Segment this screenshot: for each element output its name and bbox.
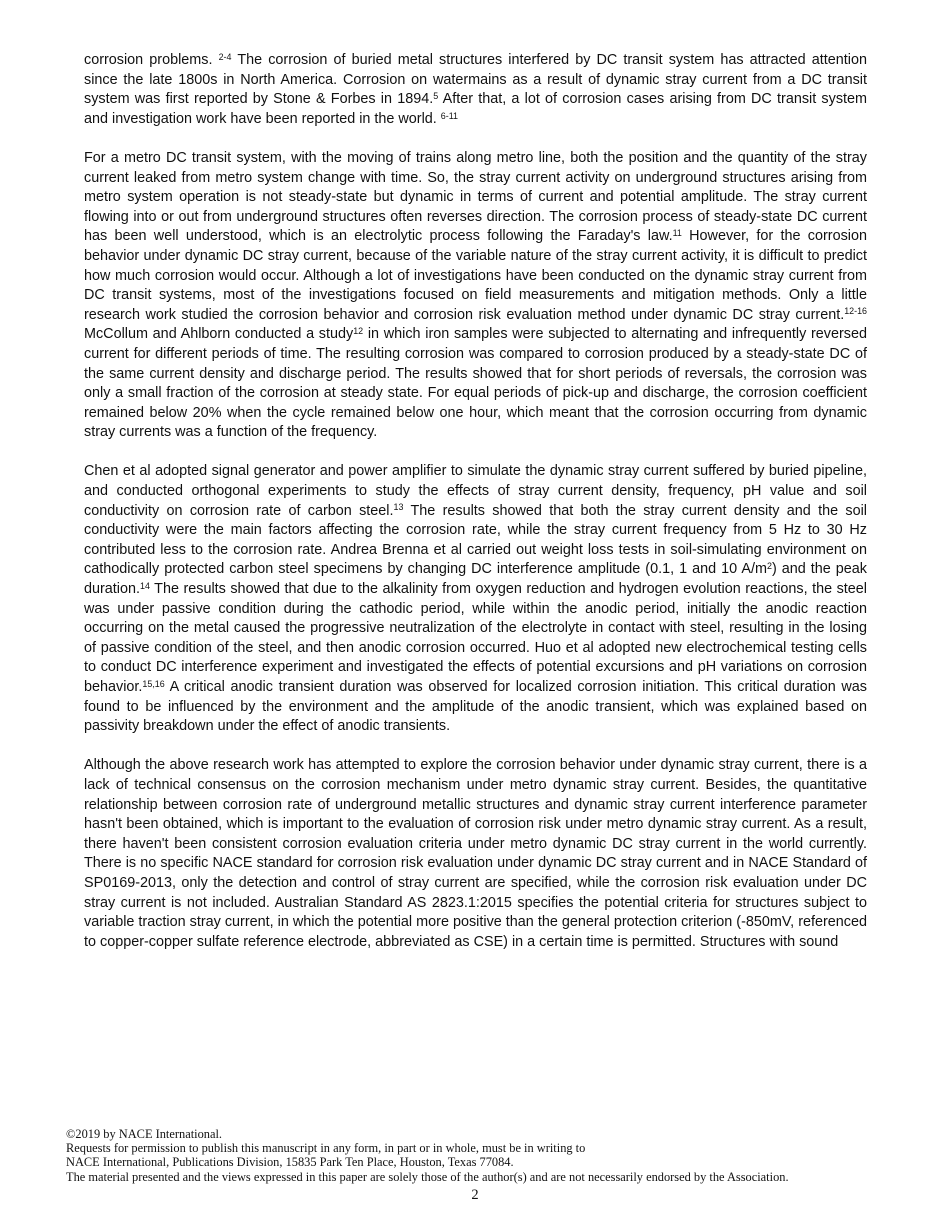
text-segment: Although the above research work has attempted to explore the corrosion behavior under dynamic stray current, there is a lack of technical consensus on the corrosion mechanism under metro dynamic stray current. Besides, the quantitative relationship between corrosion rate of underground metallic structures and dynamic stray current interference parameter hasn't been obtained, which is important to the evaluation of corrosion risk under metro dynamic stray current. As a result, there haven't been consistent corrosion evaluation criteria under metro dynamic DC stray current in the world currently. There is no specific NACE standard for corrosion risk evaluation under dynamic DC stray current and in NACE Standard of SP0169-2013, only the detection and control of stray current are specified, while the corrosion risk evaluation under DC stray current is not included. Australian Standard AS 2823.1:2015 specifies the potential criteria for structures subject to variable traction stray current, in which the potential more positive than the general protection criterion (-850mV, referenced to copper-copper sulfate reference electrode, abbreviated as CSE) in a certain time is permitted. Structures with sound bbox=[84, 757, 867, 950]
footer-line: ©2019 by NACE International. bbox=[66, 1127, 223, 1141]
reference-superscript: 11 bbox=[672, 228, 682, 239]
reference-superscript: 12-16 bbox=[844, 306, 867, 317]
footer-line: The material presented and the views expressed in this paper are solely those of the author(s) and are not necessarily endorsed by the Association. bbox=[66, 1169, 789, 1184]
footer-line: Requests for permission to publish this manuscript in any form, in part or in whole, must be in writing to bbox=[66, 1141, 586, 1156]
reference-superscript: 12 bbox=[353, 326, 364, 337]
footer-copyright-block bbox=[66, 1127, 896, 1184]
text-segment: After that, a lot of corrosion cases arising from DC transit system and investigation work have been reported in the world. bbox=[84, 91, 867, 127]
text-segment: in which iron samples were subjected to alternating and infrequently reversed current for different periods of time. The resulting corrosion was compared to corrosion produced by a steady-state DC of the same current density and discharge period. The results showed that for short periods of reversals, the corrosion was only a small fraction of the corrosion at steady state. For equal periods of pick-up and discharge, the corrosion coefficient remained below 20% when the cycle remained below one hour, which meant that the corrosion occurring from dynamic stray currents was a function of the frequency. bbox=[84, 326, 867, 441]
text-segment: McCollum and Ahlborn conducted a study bbox=[84, 326, 354, 343]
footer-line: NACE International, Publications Division, 15835 Park Ten Place, Houston, Texas 77084. bbox=[66, 1155, 514, 1170]
text-segment: The corrosion of buried metal structures interfered by DC transit system has attracted attention since the late 1800s in North America. Corrosion on watermains as a result of dynamic stray current from a DC transit system was first reported by Stone & Forbes in 1894. bbox=[84, 52, 867, 108]
body-paragraphs bbox=[84, 51, 867, 952]
text-segment: However, for the corrosion behavior under dynamic DC stray current, because of the variable nature of the stray current activity, it is difficult to predict how much corrosion would occur. Although a lot of investigations have been conducted on the dynamic stray current from DC transit systems, most of the investigations focused on field measurements and mitigation methods. Only a little research work studied the corrosion behavior and corrosion risk evaluation method under dynamic DC stray current. bbox=[84, 228, 867, 323]
reference-superscript: 14 bbox=[140, 580, 150, 591]
reference-superscript: 2-4 bbox=[218, 51, 232, 62]
text-segment: For a metro DC transit system, with the moving of trains along metro line, both the position and the quantity of the stray current leaked from metro system change with time. So, the stray current activity on underground structures arising from metro system operation is not steady-state but dynamic in terms of current and potential amplitude. The stray current flowing into or out from underground structures often reverses direction. The corrosion process of steady-state DC current has been well understood, which is an electrolytic process following the Faraday's law. bbox=[84, 149, 867, 245]
reference-superscript: 5 bbox=[433, 90, 439, 101]
reference-superscript: 6-11 bbox=[440, 110, 458, 121]
paragraph bbox=[84, 756, 867, 952]
page-number: 2 bbox=[471, 1187, 479, 1203]
text-segment: The results showed that due to the alkalinity from oxygen reduction and hydrogen evolution reactions, the steel was under passive condition during the cathodic period, while within the anodic period, initially the anodic reaction occurring on the metal caused the progressive neutralization of the electrolyte in contact with steel, resulting in the losing of passive condition of the steel, and then anodic corrosion occurred. Huo et al adopted new electrochemical testing cells to conduct DC interference experiment and investigated the effects of potential excursions and pH variations on corrosion behavior. bbox=[84, 581, 867, 695]
reference-superscript: 13 bbox=[393, 502, 404, 513]
paragraph bbox=[84, 51, 867, 129]
text-segment: Chen et al adopted signal generator and power amplifier to simulate the dynamic stray current suffered by buried pipeline, and conducted orthogonal experiments to study the effects of stray current density, frequency, pH value and soil conductivity on corrosion rate of carbon steel. bbox=[84, 463, 867, 519]
reference-superscript: 2 bbox=[766, 561, 772, 572]
text-segment: ) and the peak duration. bbox=[84, 561, 867, 598]
paragraph bbox=[84, 149, 867, 443]
reference-superscript: 15,16 bbox=[142, 678, 165, 689]
text-segment: corrosion problems. bbox=[84, 52, 219, 68]
paragraph bbox=[84, 462, 867, 736]
text-segment: A critical anodic transient duration was observed for localized corrosion initiation. This critical duration was found to be influenced by the environment and the amplitude of the anodic transient, which was explained based on passivity breakdown under the effect of anodic transients. bbox=[84, 679, 867, 735]
text-segment: The results showed that both the stray current density and the soil conductivity were the main factors affecting the corrosion rate, while the stray current frequency from 5 Hz to 30 Hz contributed less to the corrosion rate. Andrea Brenna et al carried out weight loss tests in soil-simulating environment on cathodically protected carbon steel specimens by changing DC interference amplitude (0.1, 1 and 10 A/m bbox=[84, 502, 867, 578]
